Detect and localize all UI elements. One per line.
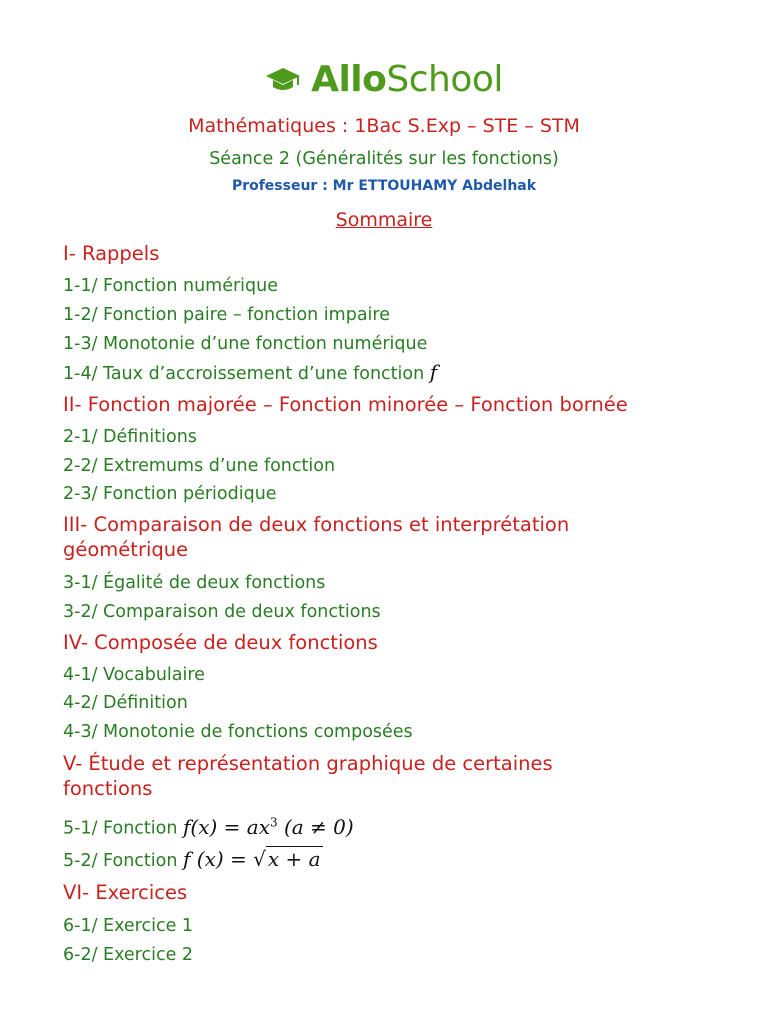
toc-item-label: 1-4/ Taux d’accroissement d’une fonction (63, 364, 425, 384)
alloschool-logo (0, 59, 768, 100)
summary-title: Sommaire (335, 209, 433, 231)
subject-title: Mathématiques : 1Bac S.Exp – STE – STM (188, 115, 580, 137)
section-2-title: II- Fonction majorée – Fonction minorée – Fonction bornée (63, 393, 628, 416)
graduation-cap-icon (265, 65, 301, 95)
toc-item: 2-2/ Extremums d’une fonction (63, 456, 336, 476)
professor-name: Professeur : Mr ETTOUHAMY Abdelhak (231, 178, 537, 194)
toc-item: 4-2/ Définition (63, 693, 188, 713)
section-6-title: VI- Exercices (63, 881, 188, 904)
math-cube-function: $f(x) = ax^3$ (a ≠ 0) (183, 814, 354, 839)
toc-item: 1-3/ Monotonie d’une fonction numérique (63, 334, 428, 354)
toc-item: 3-2/ Comparaison de deux fonctions (63, 602, 381, 622)
seance-title: Séance 2 (Généralités sur les fonctions) (209, 149, 559, 169)
section-5-title: V- Étude et représentation graphique de certaines fonctions (63, 752, 553, 800)
math-f: f (429, 360, 438, 384)
toc-item-label: 5-2/ Fonction (63, 851, 178, 871)
toc-item: 3-1/ Égalité de deux fonctions (63, 573, 326, 593)
section-1-title: I- Rappels (63, 242, 160, 265)
section-3-title: III- Comparaison de deux fonctions et interprétation géométrique (63, 513, 570, 561)
toc-item: 6-1/ Exercice 1 (63, 916, 194, 936)
toc-item-with-math (63, 361, 437, 385)
toc-item: 2-1/ Définitions (63, 427, 197, 447)
toc-item: 6-2/ Exercice 2 (63, 945, 194, 965)
toc-item: 2-3/ Fonction périodique (63, 484, 277, 504)
toc-item-with-math (63, 848, 323, 872)
math-sqrt-function: f (x) = √ x + a (183, 847, 321, 871)
toc-item: 4-1/ Vocabulaire (63, 665, 205, 685)
toc-item: 1-1/ Fonction numérique (63, 276, 279, 296)
toc-item: 1-2/ Fonction paire – fonction impaire (63, 305, 390, 325)
toc-item-with-math (63, 811, 354, 840)
toc-item: 4-3/ Monotonie de fonctions composées (63, 722, 413, 742)
section-4-title: IV- Composée de deux fonctions (63, 631, 378, 654)
toc-item-label: 5-1/ Fonction (63, 818, 178, 839)
logo-text: AlloSchool (311, 59, 503, 100)
